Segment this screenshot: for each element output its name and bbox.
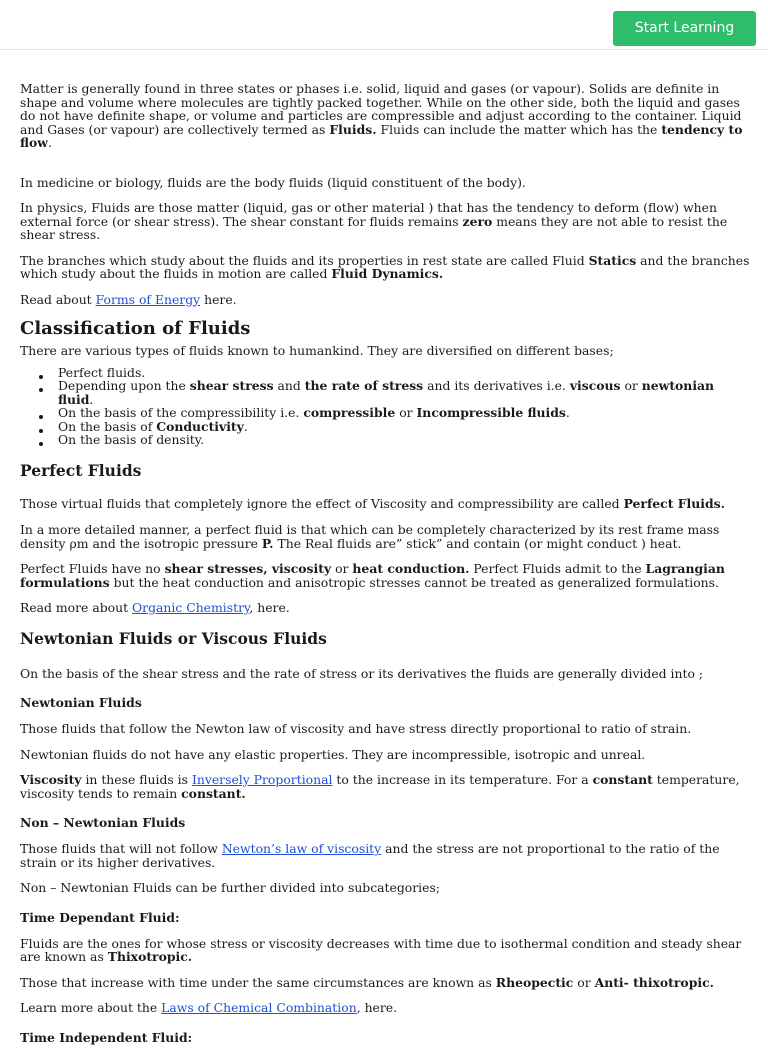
laws-of-chemical-combination-link[interactable]: Laws of Chemical Combination — [161, 1000, 357, 1015]
organic-chemistry-link[interactable]: Organic Chemistry — [132, 600, 250, 615]
classification-intro: There are various types of fluids known to humankind. They are diversified on different bases; — [20, 343, 614, 358]
time-independent-subheading: Time Independent Fluid: — [20, 1029, 193, 1045]
newtonian-paragraph-3: Viscosity in these fluids is Inversely Proportional to the increase in its temperature. For a constant temperature, viscosity tends to remain constant. — [20, 772, 740, 801]
read-organic-paragraph: Read more about Organic Chemistry, here. — [20, 600, 290, 615]
newtonian-heading: Newtonian Fluids or Viscous Fluids — [20, 628, 327, 648]
non-newtonian-paragraph-1: Those fluids that will not follow Newton’s law of viscosity and the stress are not proportional to the ratio of the strain or its higher derivatives. — [20, 841, 720, 870]
intro-paragraph: Matter is generally found in three states or phases i.e. solid, liquid and gases (or vapour). Solids are definite in shape and volume where molecules are tightly packed together. While on the other side, both the liquid and gases do not have definite shape, or volume and particles are compressible and adjust according to the container. Liquid and Gases (or vapour) are collectively termed as Fluids. Fluids can include the matter which has the tendency to flow. — [20, 81, 743, 150]
forms-of-energy-link[interactable]: Forms of Energy — [95, 291, 201, 307]
newtonian-subheading: Newtonian Fluids — [20, 695, 142, 710]
top-bar — [0, 0, 768, 50]
physics-paragraph: In physics, Fluids are those matter (liquid, gas or other material ) that has the tendency to deform (flow) when external force (or shear stress). The shear constant for fluids remains zero means they are not able to resist the shear stress. — [20, 200, 728, 242]
newtons-law-link[interactable]: Newton’s law of viscosity — [221, 841, 382, 856]
newtonian-intro: On the basis of the shear stress and the rate of stress or its derivatives the fluids are generally divided into ; — [20, 665, 704, 681]
time-dependant-subheading: Time Dependant Fluid: — [20, 909, 180, 925]
list-item: On the basis of Conductivity. — [58, 420, 750, 434]
perfect-paragraph-2: In a more detailed manner, a perfect fluid is that which can be completely characterized by its rest frame mass density ρm and the isotropic pressure P. The Real fluids are” stick” and contain (or might conduct ) heat. — [20, 522, 720, 551]
read-laws-paragraph: Learn more about the Laws of Chemical Combination, here. — [20, 1000, 398, 1015]
perfect-fluids-heading: Perfect Fluids — [20, 460, 142, 480]
inversely-proportional-link[interactable]: Inversely Proportional — [191, 772, 333, 787]
non-newtonian-paragraph-2: Non – Newtonian Fluids can be further divided into subcategories; — [20, 880, 441, 895]
time-dependant-paragraph-2: Those that increase with time under the same circumstances are known as Rheopectic or Anti- thixotropic. — [20, 974, 714, 990]
newtonian-paragraph-2: Newtonian fluids do not have any elastic properties. They are incompressible, isotropic and unreal. — [20, 746, 646, 762]
time-dependant-paragraph-1: Fluids are the ones for whose stress or viscosity decreases with time due to isothermal condition and steady shear are known as Thixotropic. — [20, 935, 742, 964]
list-item: On the basis of density. — [58, 433, 750, 447]
read-energy-paragraph: Read about Forms of Energy here. — [20, 291, 237, 307]
fluid-types-list — [20, 366, 750, 447]
medicine-paragraph: In medicine or biology, fluids are the body fluids (liquid constituent of the body). — [20, 174, 526, 190]
newtonian-paragraph-1: Those fluids that follow the Newton law of viscosity and have stress directly proportional to ratio of strain. — [20, 721, 692, 736]
branches-paragraph: The branches which study about the fluids and its properties in rest state are called Fluid Statics and the branches which study about the fluids in motion are called Fluid Dynamics. — [20, 252, 750, 281]
list-item: Perfect fluids. — [58, 366, 750, 380]
perfect-paragraph-3: Perfect Fluids have no shear stresses, viscosity or heat conduction. Perfect Fluids admit to the Lagrangian formulations but the heat conduction and anisotropic stresses cannot be treated as generalized formulations. — [20, 561, 725, 590]
classification-heading: Classification of Fluids — [20, 318, 251, 339]
list-item: On the basis of the compressibility i.e. compressible or Incompressible fluids. — [58, 406, 750, 420]
non-newtonian-subheading: Non – Newtonian Fluids — [20, 815, 186, 830]
start-learning-button[interactable]: Start Learning — [613, 11, 756, 46]
list-item: Depending upon the shear stress and the rate of stress and its derivatives i.e. viscous or newtonian fluid. — [58, 379, 750, 406]
perfect-paragraph-1: Those virtual fluids that completely ignore the effect of Viscosity and compressibility are called Perfect Fluids. — [20, 495, 725, 511]
article-body — [20, 82, 750, 1057]
